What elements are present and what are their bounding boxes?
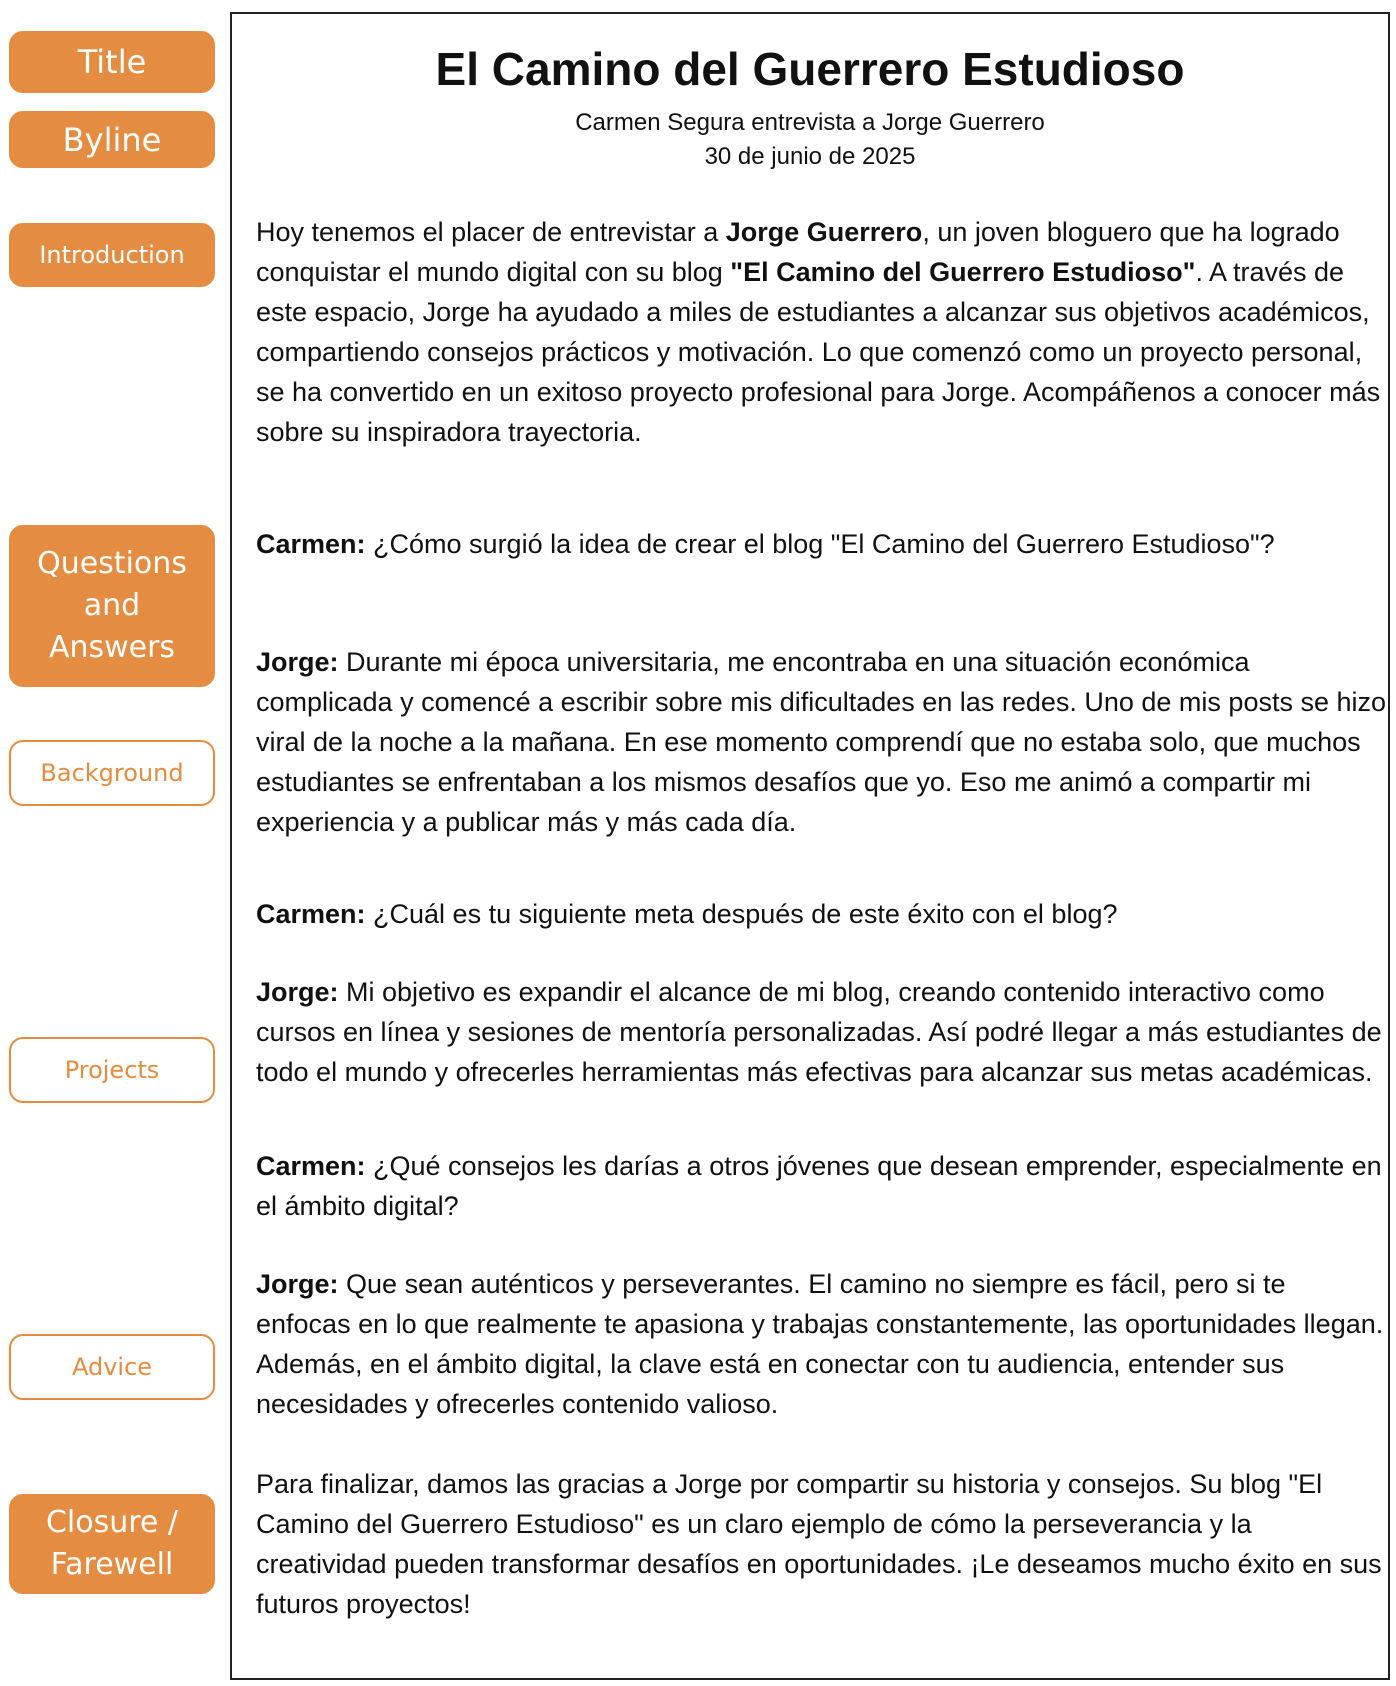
speaker-label: Carmen: — [256, 529, 366, 559]
qa-question-2 — [256, 894, 1386, 934]
qa-question-1 — [256, 524, 1386, 564]
label-projects — [9, 1037, 215, 1103]
label-background-text: Background — [40, 759, 184, 787]
qa-answer-projects — [256, 972, 1386, 1092]
speaker-label: Jorge: — [256, 647, 339, 677]
intro-bold-name: Jorge Guerrero — [725, 217, 923, 247]
qa-text: ¿Qué consejos les darías a otros jóvenes que desean emprender, especialmente en el ámbito digital? — [256, 1151, 1382, 1221]
label-questions-and-answers — [9, 525, 215, 687]
label-background — [9, 740, 215, 806]
label-title-text: Title — [77, 43, 147, 81]
introduction-paragraph — [256, 212, 1386, 452]
qa-answer-advice — [256, 1264, 1386, 1424]
label-projects-text: Projects — [64, 1056, 160, 1084]
intro-bold-blog: "El Camino del Guerrero Estudioso" — [730, 257, 1196, 287]
intro-text-2: , un joven bloguero que ha logrado conquistar el mundo digital con su blog — [256, 217, 1340, 287]
qa-text: Que sean auténticos y perseverantes. El camino no siempre es fácil, pero si te enfocas en lo que realmente te apasiona y trabajas constantemente, las oportunidades llegan. Además, en el ámbito digital, la clave está en conectar con tu audiencia, entender sus necesidades y ofrecerles contenido valioso. — [256, 1269, 1384, 1419]
qa-answer-background — [256, 642, 1386, 842]
label-qa-line3: Answers — [48, 630, 176, 665]
label-byline — [9, 111, 215, 168]
label-closure-line1: Closure / — [45, 1505, 179, 1540]
label-qa-line2: and — [83, 588, 141, 623]
closure-paragraph: Para finalizar, damos las gracias a Jorge por compartir su historia y consejos. Su blog "El Camino del Guerrero Estudioso" es un claro ejemplo de cómo la perseverancia y la creatividad pueden transformar desafíos en oportunidades. ¡Le deseamos mucho éxito en sus futuros proyectos! — [256, 1469, 1382, 1619]
speaker-label: Jorge: — [256, 1269, 339, 1299]
label-title — [9, 31, 215, 93]
intro-text-3: . A través de este espacio, Jorge ha ayudado a miles de estudiantes a alcanzar sus objetivos académicos, compartiendo consejos prácticos y motivación. Lo que comenzó como un proyecto personal, se ha convertido en un exitoso proyecto profesional para Jorge. Acompáñenos a conocer más sobre su inspiradora trayectoria. — [256, 257, 1381, 447]
label-introduction-text: Introduction — [39, 241, 185, 269]
byline-author: Carmen Segura entrevista a Jorge Guerrero — [575, 109, 1045, 136]
byline-date: 30 de junio de 2025 — [704, 143, 916, 170]
label-advice — [9, 1334, 215, 1400]
speaker-label: Carmen: — [256, 899, 366, 929]
qa-question-3 — [256, 1146, 1386, 1226]
label-closure-farewell — [9, 1494, 215, 1594]
article-title: El Camino del Guerrero Estudioso — [435, 43, 1185, 95]
speaker-label: Carmen: — [256, 1151, 366, 1181]
qa-text: ¿Cómo surgió la idea de crear el blog "El Camino del Guerrero Estudioso"? — [365, 529, 1275, 559]
article-document — [230, 12, 1390, 1680]
qa-text: Durante mi época universitaria, me encontraba en una situación económica complicada y comencé a escribir sobre mis dificultades en las redes. Uno de mis posts se hizo viral de la noche a la mañana. En ese momento comprendí que no estaba solo, que muchos estudiantes se enfrentaban a los mismos desafíos que yo. Eso me animó a compartir mi experiencia y a publicar más y más cada día. — [256, 647, 1387, 837]
article-byline — [232, 106, 1388, 174]
qa-text: Mi objetivo es expandir el alcance de mi blog, creando contenido interactivo como cursos en línea y sesiones de mentoría personalizadas. Así podré llegar a más estudiantes de todo el mundo y ofrecerles herramientas más efectivas para alcanzar sus metas académicas. — [256, 977, 1382, 1087]
intro-text-1: Hoy tenemos el placer de entrevistar a — [256, 217, 726, 247]
label-qa-line1: Questions — [37, 546, 187, 581]
label-advice-text: Advice — [71, 1353, 153, 1381]
label-introduction — [9, 223, 215, 287]
qa-text: ¿Cuál es tu siguiente meta después de este éxito con el blog? — [365, 899, 1118, 929]
label-byline-text: Byline — [62, 120, 162, 159]
speaker-label: Jorge: — [256, 977, 339, 1007]
label-closure-line2: Farewell — [50, 1547, 174, 1582]
